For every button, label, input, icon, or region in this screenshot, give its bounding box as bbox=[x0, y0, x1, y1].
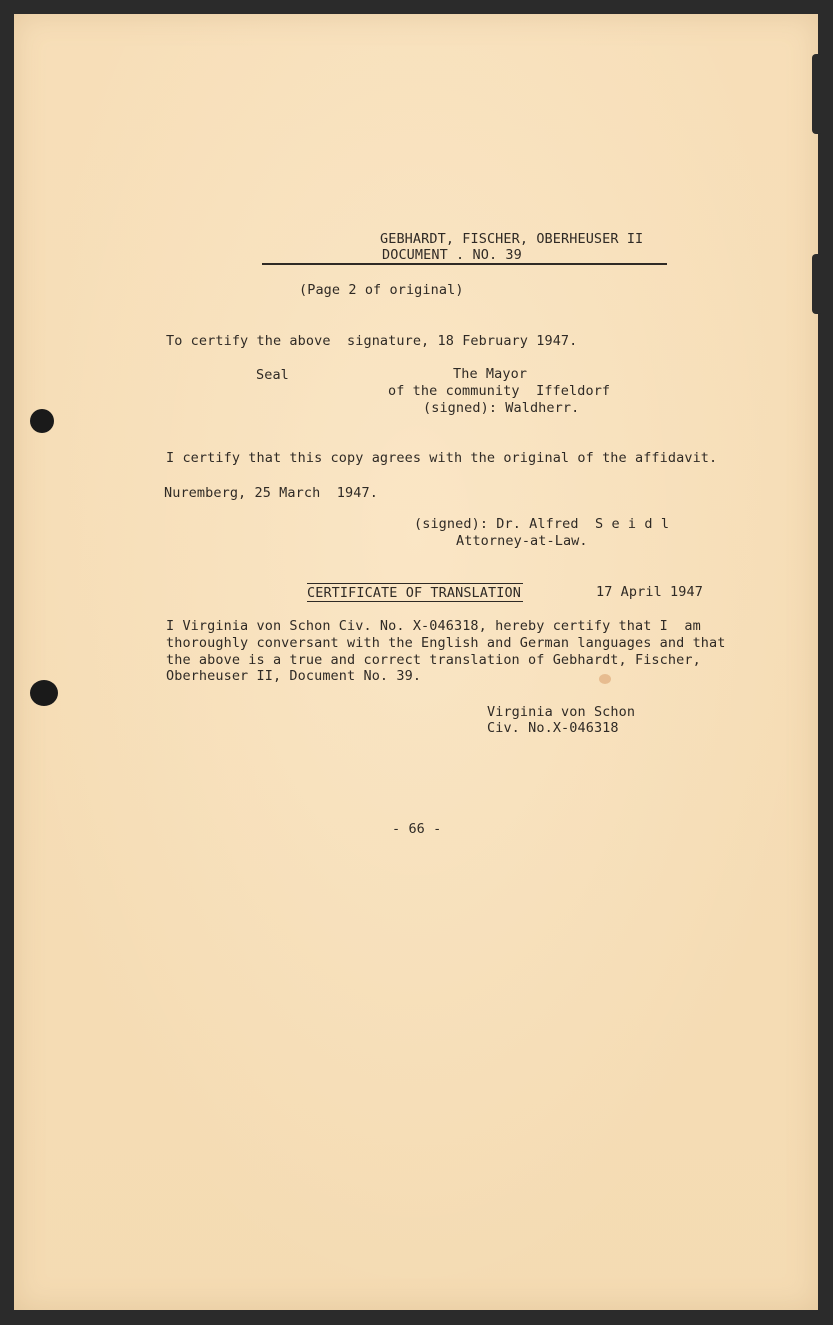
punch-hole bbox=[30, 409, 54, 433]
heading-overline bbox=[307, 583, 523, 584]
copy-certify-line: I certify that this copy agrees with the original of the affidavit. bbox=[166, 450, 718, 466]
paper-stain bbox=[599, 674, 611, 684]
mayor-community: of the community Iffeldorf bbox=[388, 383, 611, 399]
torn-edge bbox=[812, 254, 822, 314]
translator-name: Virginia von Schon bbox=[487, 704, 636, 720]
seal-label: Seal bbox=[256, 367, 289, 383]
translation-body-line: thoroughly conversant with the English and German languages and that bbox=[166, 635, 726, 651]
case-title: GEBHARDT, FISCHER, OBERHEUSER II bbox=[380, 231, 644, 247]
heading-underline bbox=[307, 601, 523, 602]
place-date: Nuremberg, 25 March 1947. bbox=[164, 485, 378, 501]
attorney-role: Attorney-at-Law. bbox=[456, 533, 588, 549]
translation-body-line: the above is a true and correct translation of Gebhardt, Fischer, bbox=[166, 652, 701, 668]
header-underline bbox=[262, 263, 667, 265]
translation-date: 17 April 1947 bbox=[596, 584, 703, 600]
certify-signature-line: To certify the above signature, 18 February 1947. bbox=[166, 333, 578, 349]
punch-hole bbox=[30, 680, 58, 706]
document-number: DOCUMENT . NO. 39 bbox=[382, 247, 522, 263]
page-note: (Page 2 of original) bbox=[299, 282, 464, 298]
attorney-signature: (signed): Dr. Alfred S e i d l bbox=[414, 516, 670, 532]
translation-body-line: Oberheuser II, Document No. 39. bbox=[166, 668, 422, 684]
torn-edge bbox=[812, 54, 822, 134]
paper-sheet bbox=[14, 14, 818, 1310]
mayor-signature: (signed): Waldherr. bbox=[423, 400, 580, 416]
translator-civ-number: Civ. No.X-046318 bbox=[487, 720, 619, 736]
translation-heading: CERTIFICATE OF TRANSLATION bbox=[307, 585, 521, 601]
mayor-title: The Mayor bbox=[453, 366, 528, 382]
translation-body-line: I Virginia von Schon Civ. No. X-046318, hereby certify that I am bbox=[166, 618, 701, 634]
page-number: - 66 - bbox=[392, 821, 442, 837]
